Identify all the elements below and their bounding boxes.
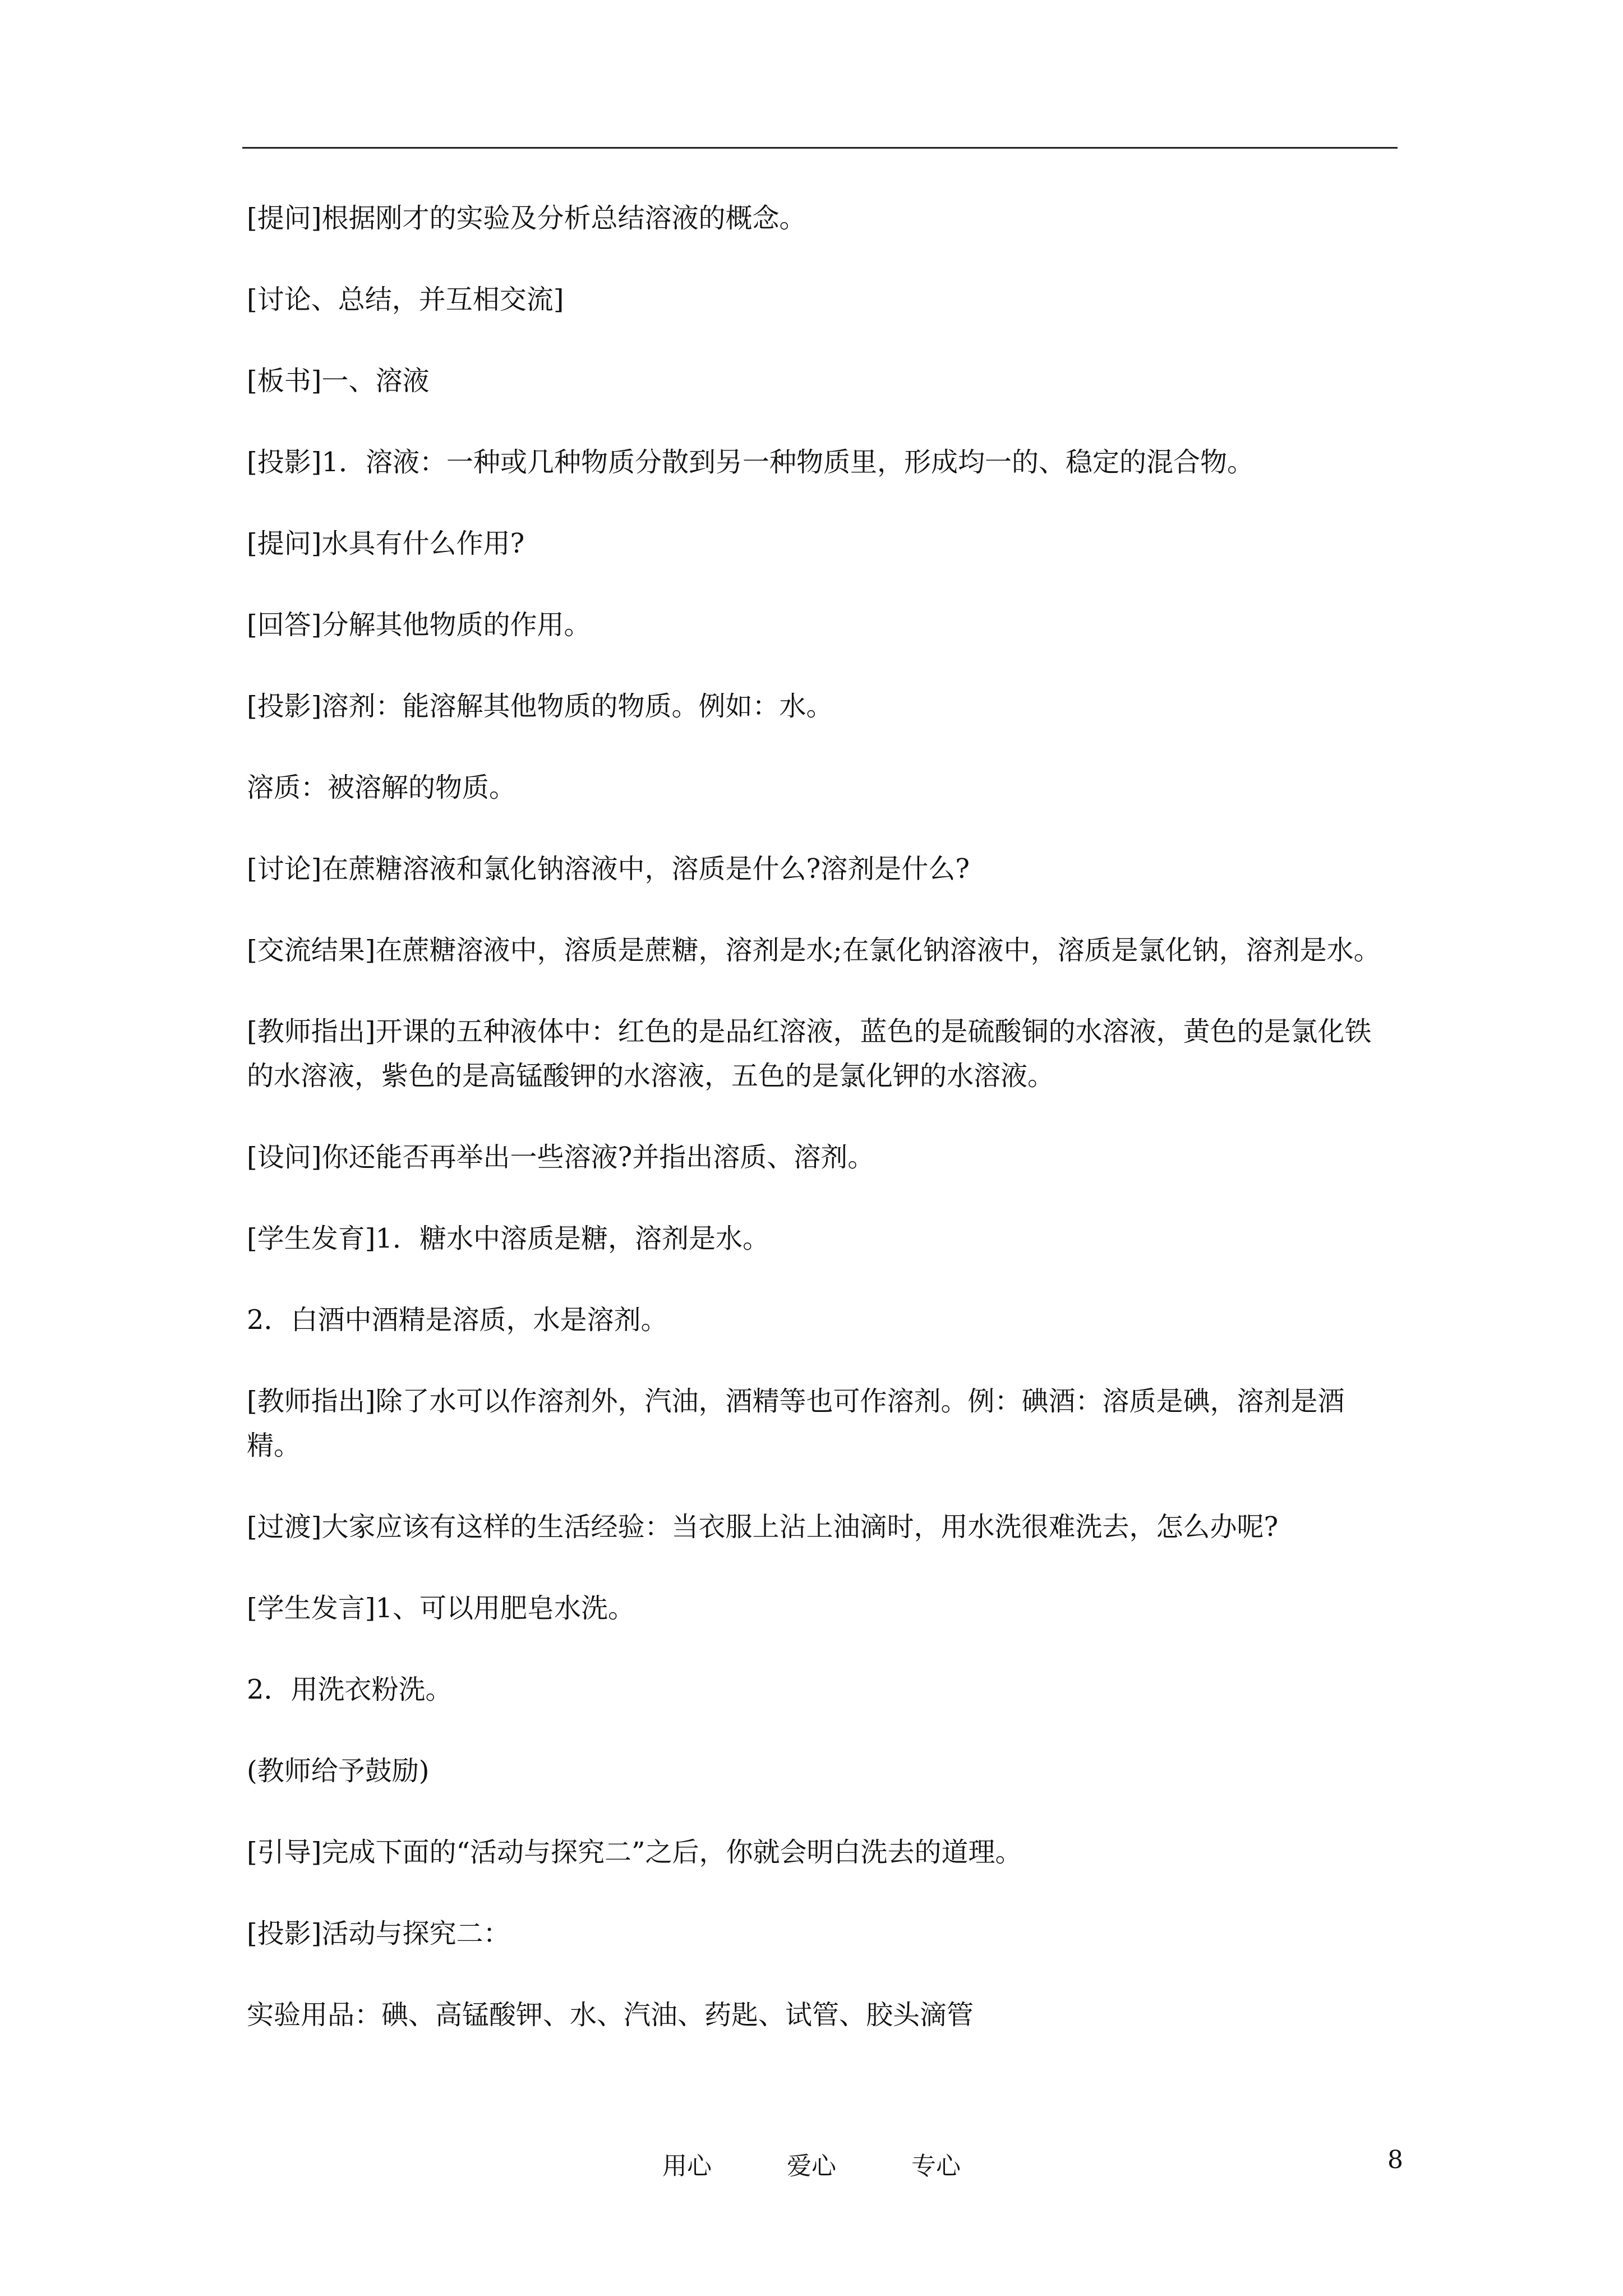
paragraph: [设问]你还能否再举出一些溶液?并指出溶质、溶剂。 [247,1142,875,1173]
paragraph: [投影]活动与探究二： [247,1918,510,1949]
page-number: 8 [1387,2146,1403,2174]
paragraph: (教师给予鼓励) [247,1755,430,1787]
paragraph: [教师指出]开课的五种液体中：红色的是品红溶液，蓝色的是硫酸铜的水溶液，黄色的是氯化铁的水溶液，紫色的是高锰酸钾的水溶液，五色的是氯化钾的水溶液。 [247,1016,1372,1092]
paragraph: 2．用洗衣粉洗。 [247,1674,453,1705]
paragraph: [板书]一、溶液 [247,365,430,397]
paragraph: [投影]1．溶液：一种或几种物质分散到另一种物质里，形成均一的、稳定的混合物。 [247,447,1254,478]
paragraph: [过渡]大家应该有这样的生活经验：当衣服上沾上油滴时，用水洗很难洗去，怎么办呢? [247,1511,1279,1543]
document-body [247,196,1396,2074]
paragraph: 溶质：被溶解的物质。 [247,772,517,803]
paragraph: [提问]水具有什么作用? [247,528,525,559]
paragraph: [讨论]在蔗糖溶液和氯化钠溶液中，溶质是什么?溶剂是什么? [247,853,970,885]
page-footer [0,2146,1623,2179]
paragraph: [教师指出]除了水可以作溶剂外，汽油，酒精等也可作溶剂。例：碘酒：溶质是碘，溶剂是酒精。 [247,1386,1345,1461]
paragraph: [回答]分解其他物质的作用。 [247,609,591,641]
paragraph: [学生发言]1、可以用肥皂水洗。 [247,1593,635,1624]
footer-motto-word: 用心 [662,2152,712,2180]
paragraph: [讨论、总结，并互相交流] [247,284,564,315]
paragraph: [交流结果]在蔗糖溶液中，溶质是蔗糖，溶剂是水;在氯化钠溶液中，溶质是氯化钠，溶剂是水。 [247,935,1381,966]
paragraph: [引导]完成下面的“活动与探究二”之后，你就会明白洗去的道理。 [247,1837,1022,1868]
paragraph: [提问]根据刚才的实验及分析总结溶液的概念。 [247,203,806,234]
paragraph: 2．白酒中酒精是溶质，水是溶剂。 [247,1304,668,1336]
paragraph: [投影]溶剂：能溶解其他物质的物质。例如：水。 [247,691,833,722]
paragraph: [学生发育]1．糖水中溶质是糖，溶剂是水。 [247,1223,769,1254]
footer-motto-word: 爱心 [787,2152,836,2180]
footer-motto-word: 专心 [911,2152,961,2180]
header-rule [242,147,1398,149]
paragraph: 实验用品：碘、高锰酸钾、水、汽油、药匙、试管、胶头滴管 [247,1999,974,2031]
